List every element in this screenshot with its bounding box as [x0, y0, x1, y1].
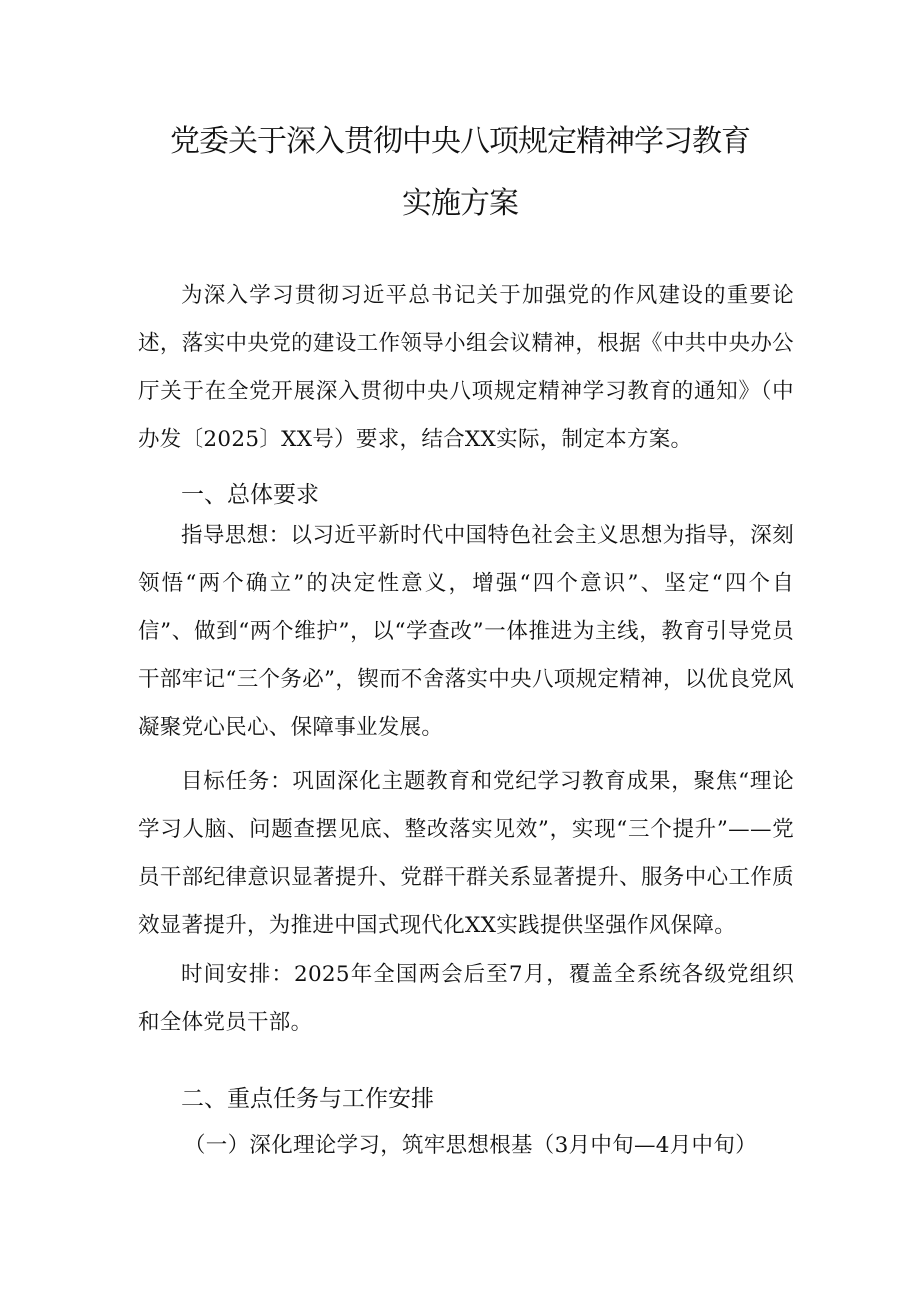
document-title-line-2: 实施方案: [402, 186, 518, 221]
section-heading-2: 二、重点任务与工作安排: [181, 1086, 434, 1112]
schedule-paragraph: 时间安排：2025年全国两会后至7月，覆盖全系统各级党组织和全体党员干部。: [138, 962, 794, 1035]
intro-paragraph: 为深入学习贯彻习近平总书记关于加强党的作风建设的重要论述，落实中央党的建设工作领导小组会议精神，根据《中共中央办公厅关于在全党开展深入贯彻中央八项规定精神学习教育的通知》（中办发〔2025〕XX号）要求，结合XX实际，制定本方案。: [138, 283, 794, 452]
section-heading-1: 一、总体要求: [181, 482, 319, 508]
document-title-line-1: 党委关于深入贯彻中央八项规定精神学习教育: [170, 124, 750, 159]
subsection-heading-1: （一）深化理论学习，筑牢思想根基（3月中旬—4月中旬）: [184, 1133, 757, 1158]
goal-paragraph: 目标任务：巩固深化主题教育和党纪学习教育成果，聚焦“理论学习人脑、问题查摆见底、整改落实见效”，实现“三个提升”——党员干部纪律意识显著提升、党群干群关系显著提升、服务中心工作质效显著提升，为推进中国式现代化XX实践提供坚强作风保障。: [138, 769, 794, 938]
guiding-thought-paragraph: 指导思想：以习近平新时代中国特色社会主义思想为指导，深刻领悟“两个确立”的决定性意义，增强“四个意识”、坚定“四个自信”、做到“两个维护”，以“学查改”一体推进为主线，教育引导党员干部牢记“三个务必”，锲而不舍落实中央八项规定精神，以优良党风凝聚党心民心、保障事业发展。: [138, 523, 794, 740]
